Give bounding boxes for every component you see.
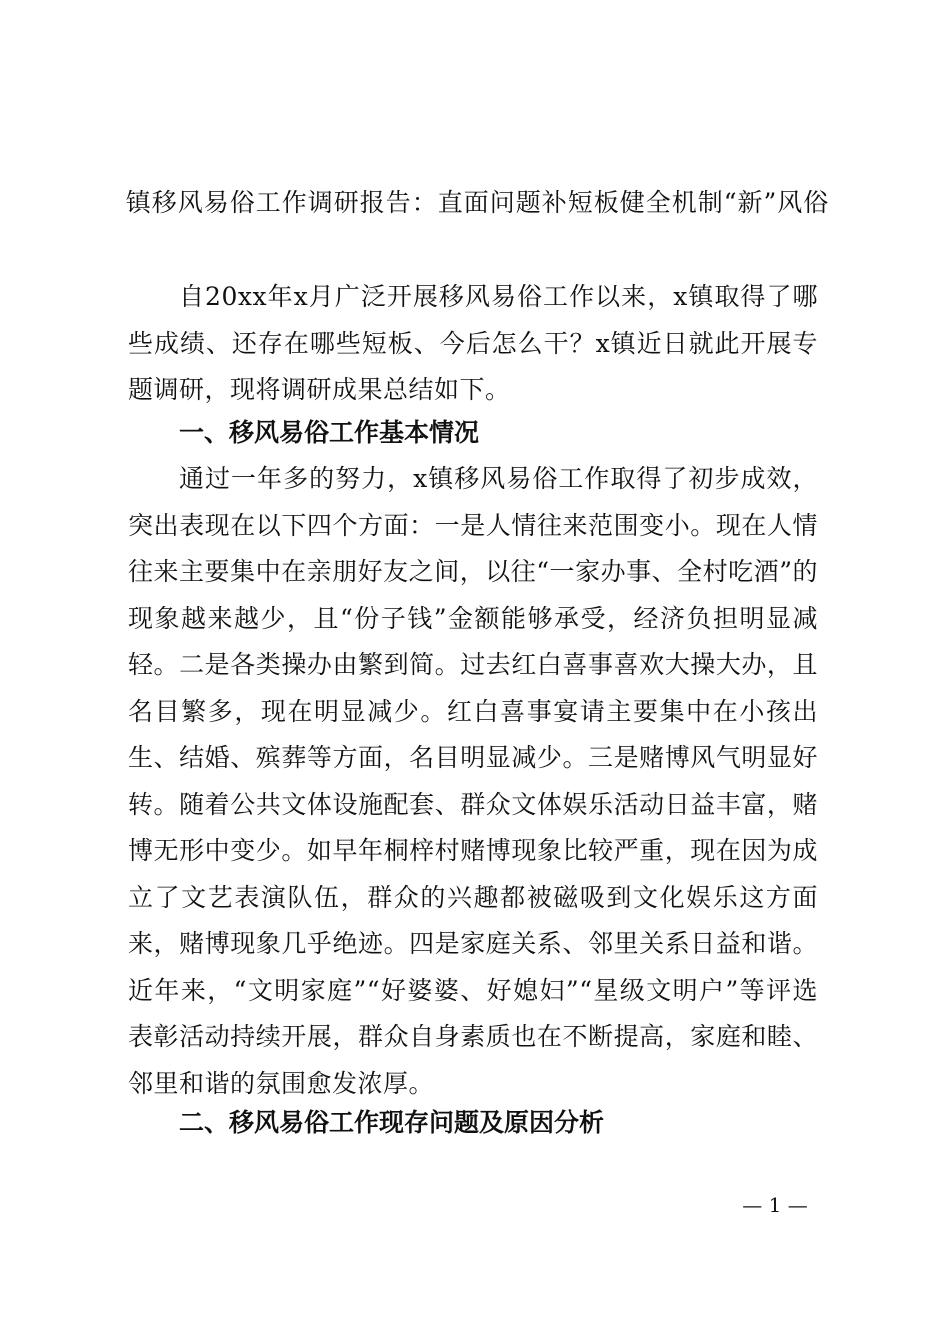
document-title: 镇移风易俗工作调研报告：直面问题补短板健全机制“新”风俗 xyxy=(125,188,830,217)
intro-paragraph: 自20xx年x月广泛开展移风易俗工作以来，x镇取得了哪些成绩、还存在哪些短板、今后怎么干？x镇近日就此开展专题调研，现将调研成果总结如下。 xyxy=(128,282,818,404)
page-number: — 1 — xyxy=(742,1193,808,1217)
section-heading-2: 二、移风易俗工作现存问题及原因分析 xyxy=(179,1108,605,1137)
section-heading-1: 一、移风易俗工作基本情况 xyxy=(179,418,480,447)
section-1-body: 通过一年多的努力，x镇移风易俗工作取得了初步成效，突出表现在以下四个方面：一是人情往来范围变小。现在人情往来主要集中在亲朋好友之间，以往“一家办事、全村吃酒”的现象越来越少，且“份子钱”金额能够承受，经济负担明显减轻。二是各类操办由繁到简。过去红白喜事喜欢大操大办，且名目繁多，现在明显减少。红白喜事宴请主要集中在小孩出生、结婚、殡葬等方面，名目明显减少。三是赌博风气明显好转。随着公共文体设施配套、群众文体娱乐活动日益丰富，赌博无形中变少。如早年桐梓村赌博现象比较严重，现在因为成立了文艺表演队伍，群众的兴趣都被磁吸到文化娱乐这方面来，赌博现象几乎绝迹。四是家庭关系、邻里关系日益和谐。近年来，“文明家庭”“好婆婆、好媳妇”“星级文明户”等评选表彰活动持续开展，群众自身素质也在不断提高，家庭和睦、邻里和谐的氛围愈发浓厚。 xyxy=(128,464,818,1098)
